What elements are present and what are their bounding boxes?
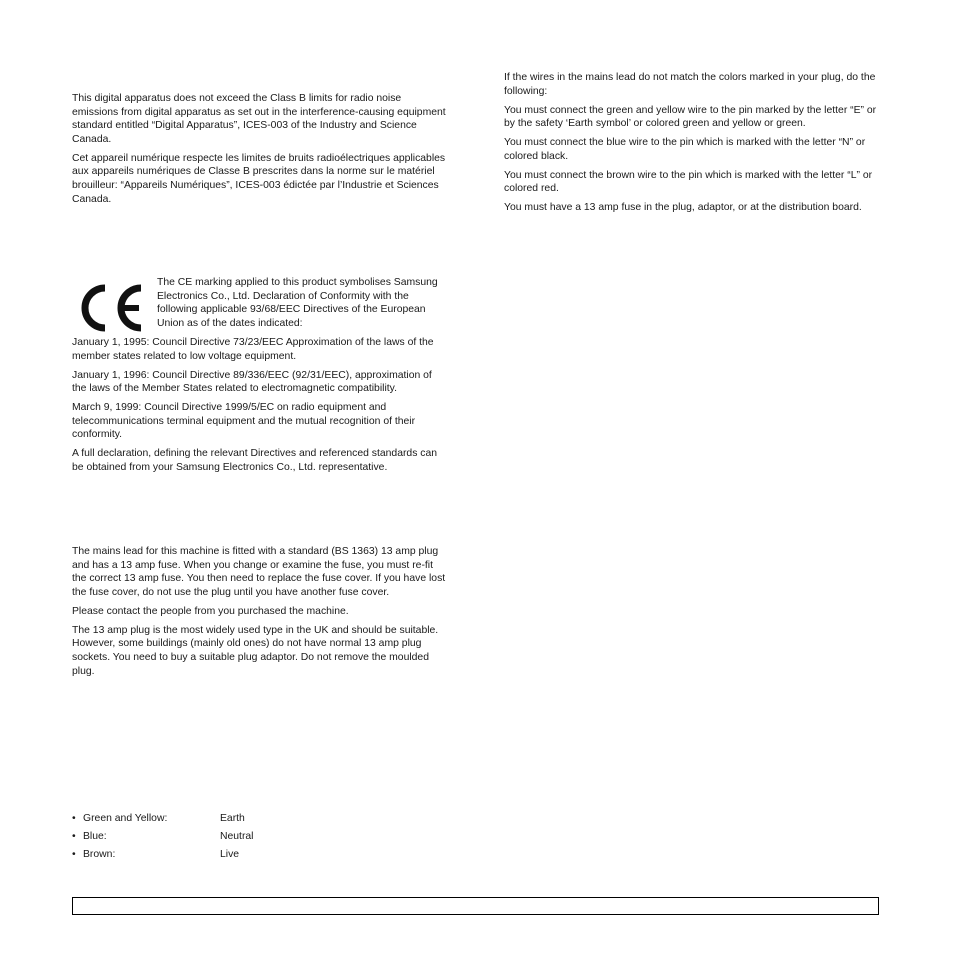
ce-intro-paragraph: The CE marking applied to this product symbolises Samsung Electronics Co., Ltd. Declaration of Conformity with the following applicable 93/68/EEC Directives of the European Union as of the dates indicated: bbox=[157, 277, 438, 329]
ce-directive-radio: March 9, 1999: Council Directive 1999/5/EC on radio equipment and telecommunications terminal equipment and the mutual recognition of their conformity. bbox=[72, 402, 416, 441]
wire-function-label: Earth bbox=[220, 813, 245, 824]
uk-plug-section bbox=[72, 545, 447, 684]
wiring-earth-paragraph: You must connect the green and yellow wire to the pin marked by the letter “E” or by the safety ‘Earth symbol’ or colored green and yellow or green. bbox=[504, 104, 877, 130]
canada-compliance-section bbox=[72, 92, 447, 212]
wire-color-label: Blue: bbox=[83, 831, 107, 842]
ce-directives-section bbox=[72, 336, 447, 480]
wire-color-label: Green and Yellow: bbox=[83, 813, 168, 824]
list-item bbox=[72, 848, 372, 866]
bullet: • bbox=[72, 849, 76, 860]
ce-directive-emc: January 1, 1996: Council Directive 89/336/EEC (92/31/EEC), approximation of the laws of the Member States related to electromagnetic compatibility. bbox=[72, 369, 432, 395]
canada-paragraph-english: This digital apparatus does not exceed the Class B limits for radio noise emissions from digital apparatus as set out in the interference-causing equipment standard entitled “Digital Apparatus”, ICES-003 of the Industry and Science Canada. bbox=[72, 93, 446, 145]
ce-full-declaration: A full declaration, defining the relevant Directives and referenced standards can be obtained from your Samsung Electronics Co., Ltd. representative. bbox=[72, 448, 438, 473]
wire-color-label: Brown: bbox=[83, 849, 116, 860]
wiring-fuse-paragraph: You must have a 13 amp fuse in the plug, adaptor, or at the distribution board. bbox=[504, 202, 862, 214]
wire-color-list bbox=[72, 812, 372, 866]
uk-fuse-paragraph: The mains lead for this machine is fitted with a standard (BS 1363) 13 amp plug and has a 13 amp fuse. When you change or examine the fuse, you must re-fit the correct 13 amp fuse. You then need to replace the fuse cover. If you have lost the fuse cover, do not use the plug until you have another fuse cover. bbox=[72, 546, 446, 598]
page-footer-box bbox=[72, 897, 879, 915]
bullet: • bbox=[72, 831, 76, 842]
canada-paragraph-french: Cet appareil numérique respecte les limites de bruits radioélectriques applicables aux appareils numériques de Classe B prescrites dans la norme sur le matériel brouilleur: “Appareils Numériques”, ICES-003 édictée par l’Industrie et Sciences Canada. bbox=[72, 152, 446, 205]
ce-directive-low-voltage: January 1, 1995: Council Directive 73/23/EEC Approximation of the laws of the member states related to low voltage equipment. bbox=[72, 337, 434, 362]
wiring-neutral-paragraph: You must connect the blue wire to the pin which is marked with the letter “N” or colored black. bbox=[504, 137, 866, 162]
uk-contact-paragraph: Please contact the people from you purchased the machine. bbox=[72, 605, 349, 617]
ce-intro-section bbox=[157, 276, 442, 336]
list-item bbox=[72, 830, 372, 848]
bullet: • bbox=[72, 813, 76, 824]
uk-plug-paragraph: The 13 amp plug is the most widely used type in the UK and should be suitable. However, some buildings (mainly old ones) do not have normal 13 amp plug sockets. You need to buy a suitable plug adaptor. Do not remove the moulded plug. bbox=[72, 624, 439, 677]
wire-function-label: Neutral bbox=[220, 831, 254, 842]
ce-mark-icon bbox=[77, 280, 147, 336]
wiring-intro-paragraph: If the wires in the mains lead do not match the colors marked in your plug, do the following: bbox=[504, 72, 876, 97]
wiring-live-paragraph: You must connect the brown wire to the pin which is marked with the letter “L” or colored red. bbox=[504, 169, 873, 195]
wire-function-label: Live bbox=[220, 849, 240, 860]
list-item bbox=[72, 812, 372, 830]
wiring-instructions-section bbox=[504, 71, 882, 220]
